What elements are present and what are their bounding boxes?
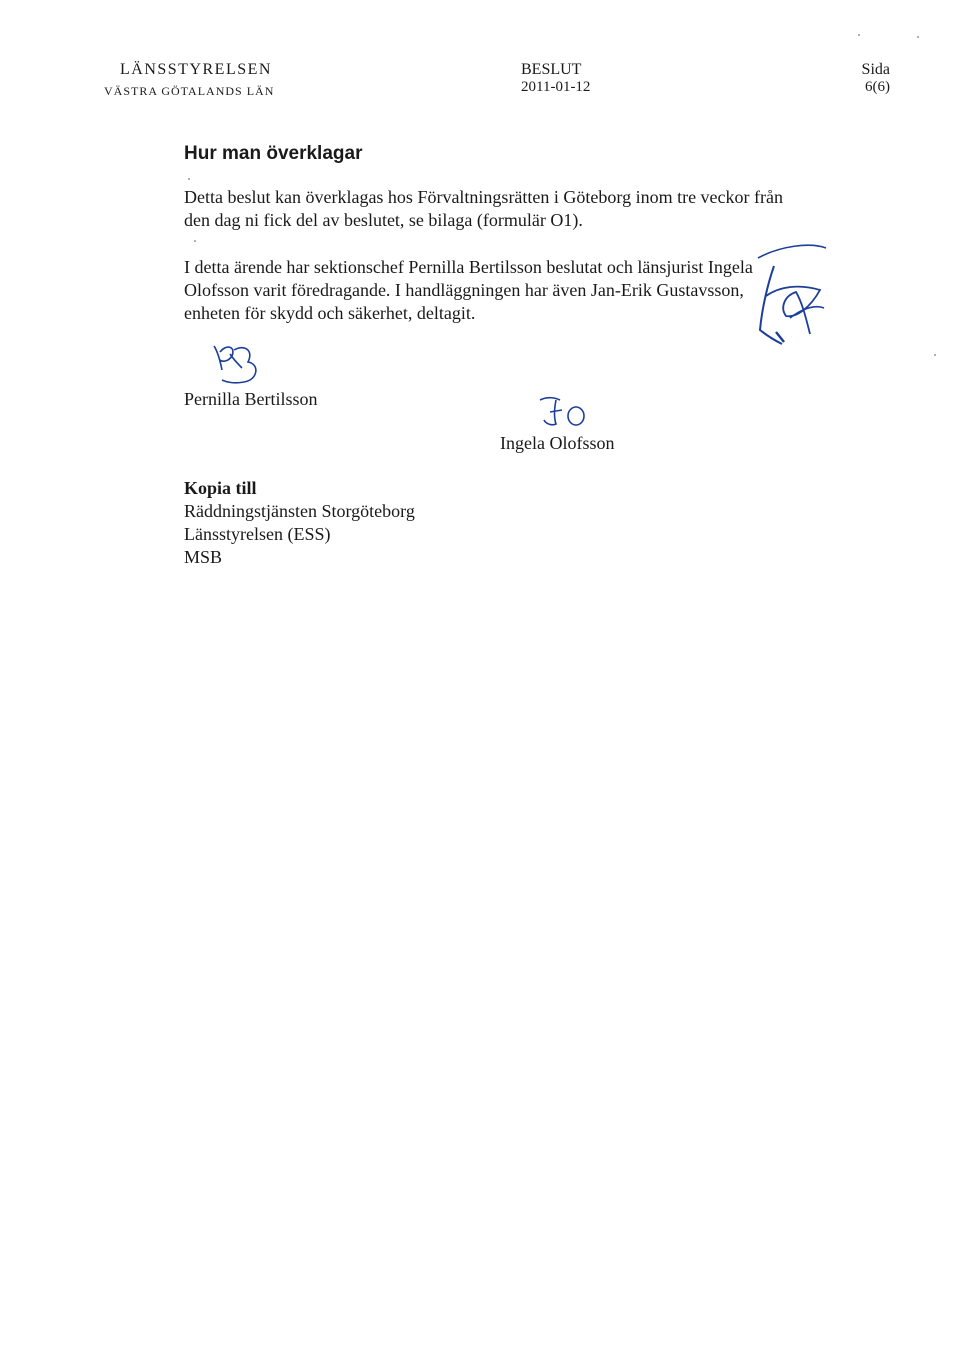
copy-recipient: Räddningstjänsten Storgöteborg [184, 501, 415, 521]
scan-speck [934, 354, 936, 356]
margin-initials-signature [740, 238, 830, 350]
organization-name: LÄNSSTYRELSEN [120, 61, 272, 78]
appeal-paragraph: Detta beslut kan överklagas hos Förvaltningsrätten i Göteborg inom tre veckor från den dag ni fick del av beslutet, se bilaga (formulär O1). [184, 187, 784, 230]
signer2-initials-signature [536, 392, 596, 432]
copies-heading: Kopia till [184, 478, 257, 498]
copies-list [184, 500, 415, 569]
scan-speck [188, 178, 190, 180]
signer1-name: Pernilla Bertilsson [184, 389, 318, 409]
scan-speck [917, 36, 919, 38]
scan-speck [858, 34, 860, 36]
document-date: 2011-01-12 [521, 79, 591, 95]
organization-subtitle: VÄSTRA GÖTALANDS LÄN [104, 84, 275, 98]
copy-recipient: MSB [184, 547, 223, 567]
copy-recipient: Länsstyrelsen (ESS) [184, 524, 331, 544]
signer2-name: Ingela Olofsson [500, 433, 615, 453]
scan-speck [194, 240, 196, 242]
section-heading: Hur man överklagar [184, 143, 363, 164]
signer1-initials-signature [204, 340, 264, 388]
page-label: Sida [861, 61, 890, 78]
decision-paragraph: I detta ärende har sektionschef Pernilla Bertilsson beslutat och länsjurist Ingela Olofsson varit föredragande. I handläggningen har även Jan-Erik Gustavsson, enheten för skydd och säkerhet, deltagit. [184, 257, 753, 323]
page-number: 6(6) [865, 79, 890, 95]
document-type: BESLUT [521, 61, 582, 78]
